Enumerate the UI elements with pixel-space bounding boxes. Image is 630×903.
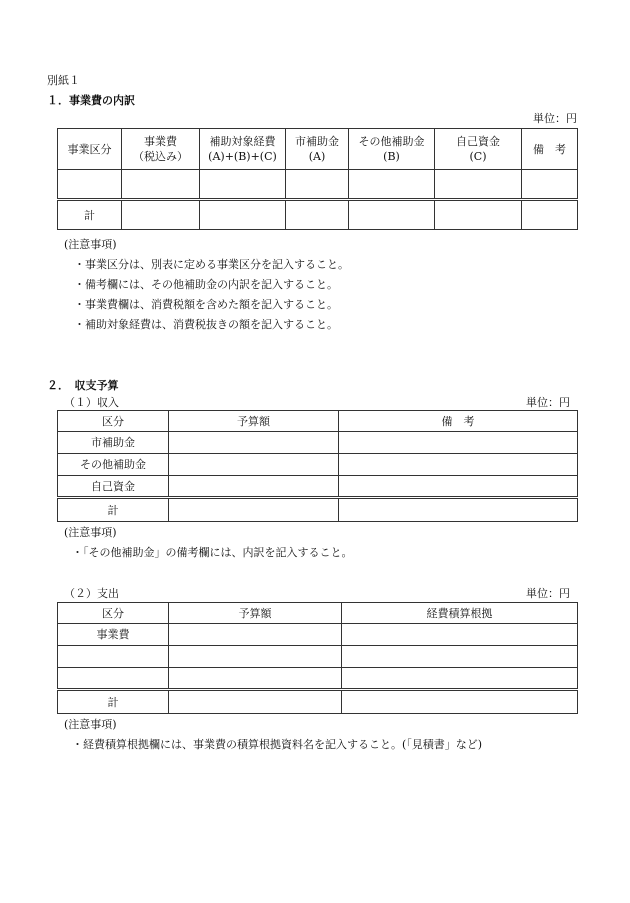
total-row [58, 690, 578, 714]
table-row [58, 170, 578, 200]
table-row [58, 454, 578, 476]
header-cell: 区分 [58, 603, 169, 624]
note-item: ・経費積算根拠欄には、事業費の積算根拠資料名を記入すること。(「見積書」など) [72, 738, 483, 751]
header-cell: 経費積算根拠 [342, 603, 578, 624]
expense-notes-title: (注意事項) [64, 718, 117, 731]
note-item: ・補助対象経費は、消費税抜きの額を記入すること。 [74, 318, 338, 331]
section1-unit: 単位：円 [533, 112, 577, 125]
row-label: 自己資金 [58, 476, 169, 498]
income-unit: 単位：円 [526, 396, 570, 409]
header-cell: 事業費 （税込み） [122, 129, 200, 170]
table-header-row [58, 603, 578, 624]
total-label: 計 [58, 200, 122, 230]
row-label: 事業費 [58, 624, 169, 646]
annex-label: 別紙１ [47, 74, 80, 87]
section1-heading: １．事業費の内訳 [47, 94, 135, 107]
expense-unit: 単位：円 [526, 587, 570, 600]
header-cell: 区分 [58, 411, 169, 432]
income-table [57, 410, 578, 522]
header-cell: 事業区分 [58, 129, 122, 170]
note-item: ・事業費欄は、消費税額を含めた額を記入すること。 [74, 298, 338, 311]
table-header-row [58, 411, 578, 432]
total-row [58, 200, 578, 230]
header-cell: 補助対象経費 (A)+(B)+(C) [200, 129, 286, 170]
table-row [58, 476, 578, 498]
income-notes-title: (注意事項) [64, 526, 117, 539]
total-row [58, 498, 578, 522]
row-label: 市補助金 [58, 432, 169, 454]
note-item: ・備考欄には、その他補助金の内訳を記入すること。 [74, 278, 338, 291]
expense-table [57, 602, 578, 714]
header-cell: 自己資金 (C) [435, 129, 522, 170]
section2-heading: ２． 収支予算 [47, 379, 119, 392]
header-cell: 備 考 [339, 411, 578, 432]
row-label [58, 646, 169, 668]
income-subheading: （１）収入 [64, 396, 119, 409]
section1-notes-title: (注意事項) [64, 238, 117, 251]
table-row [58, 668, 578, 690]
expense-subheading: （２）支出 [64, 587, 119, 600]
total-label: 計 [58, 690, 169, 714]
table-row [58, 646, 578, 668]
total-label: 計 [58, 498, 169, 522]
header-cell: 予算額 [169, 603, 342, 624]
row-label [58, 668, 169, 690]
note-item: ・「その他補助金」の備考欄には、内訳を記入すること。 [72, 546, 353, 559]
row-label: その他補助金 [58, 454, 169, 476]
header-cell: その他補助金 (B) [349, 129, 435, 170]
header-cell: 備 考 [522, 129, 578, 170]
expense-breakdown-table [57, 128, 578, 230]
table-row [58, 432, 578, 454]
note-item: ・事業区分は、別表に定める事業区分を記入すること。 [74, 258, 349, 271]
table-header-row [58, 129, 578, 170]
table-row [58, 624, 578, 646]
header-cell: 市補助金 (A) [286, 129, 349, 170]
header-cell: 予算額 [169, 411, 339, 432]
